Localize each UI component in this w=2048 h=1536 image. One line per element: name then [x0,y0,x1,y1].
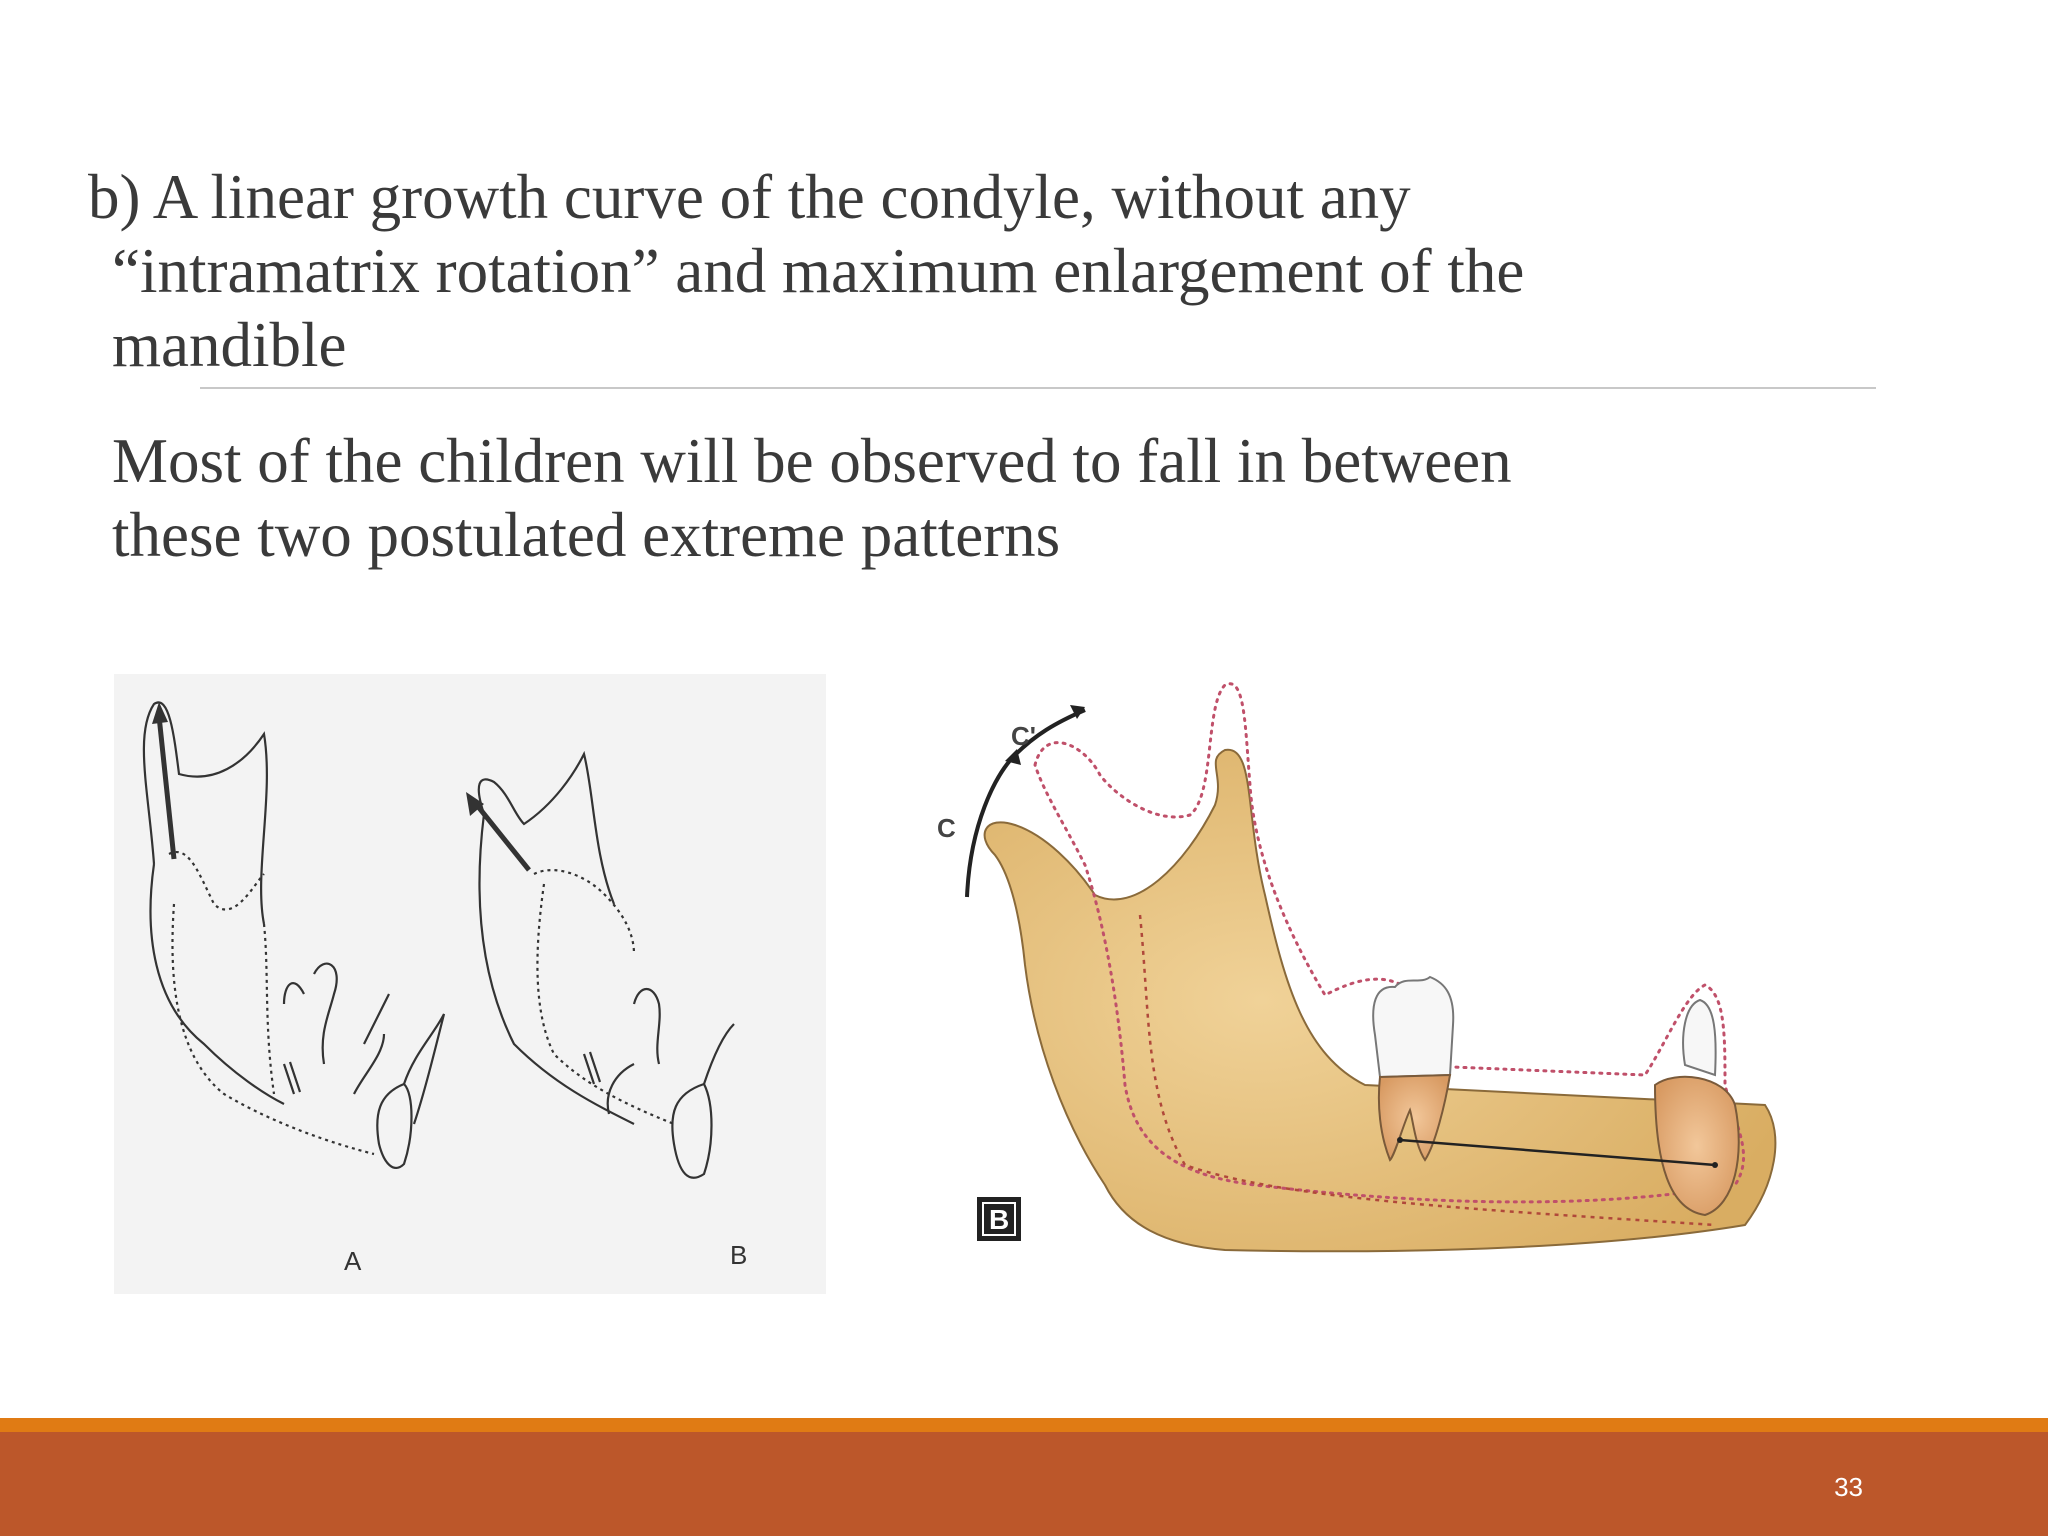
mandible-illustration-svg [925,665,1795,1275]
drawing-b [466,754,734,1178]
heading-line-1: b) A linear growth curve of the condyle, without any [88,162,1411,232]
footer-bar [0,1432,2048,1536]
slide-heading [88,160,1788,382]
footer-accent-stripe [0,1418,2048,1432]
drawing-b-label: B [730,1240,748,1270]
slide-body-text [112,424,1812,572]
heading-line-3: mandible [112,310,347,380]
body-line-2: these two postulated extreme patterns [112,500,1061,570]
heading-line-2: “intramatrix rotation” and maximum enlargement of the [112,236,1525,306]
mandible-growth-illustration [925,665,1795,1275]
body-line-1: Most of the children will be observed to fall in between [112,426,1512,496]
mandible-growth-line-drawings [114,674,826,1294]
drawing-a [144,702,444,1168]
condyle-label-c-prime: C' [1011,721,1036,751]
line-drawings-svg [114,674,826,1294]
divider-line [200,387,1876,389]
panel-label: B [989,1204,1010,1235]
condyle-label-c: C [937,813,956,843]
drawing-a-label: A [344,1246,362,1276]
page-number: 33 [1834,1472,1863,1502]
